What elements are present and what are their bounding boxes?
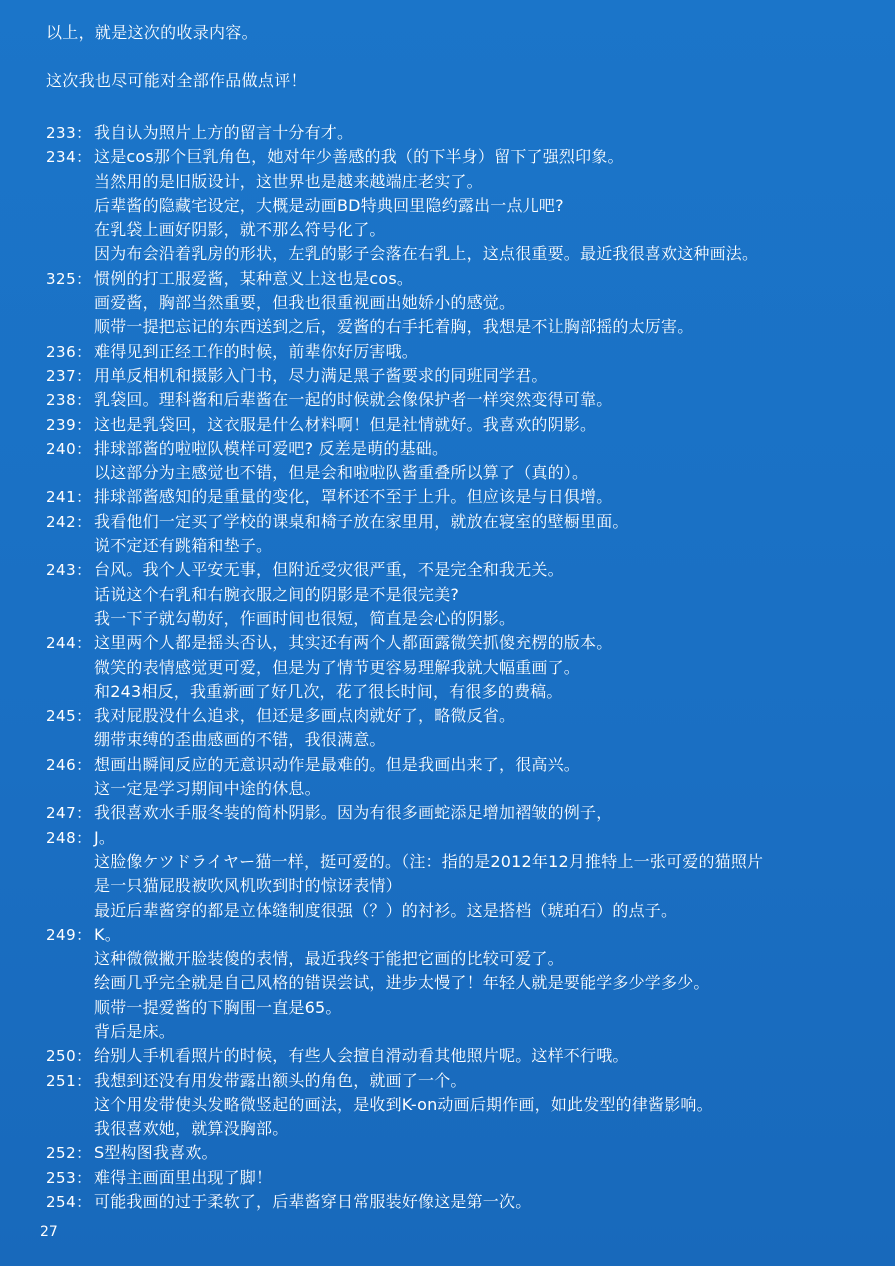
entry-text-line: 我想到还没有用发带露出额头的角色，就画了一个。 (94, 1070, 467, 1090)
entry-text (94, 1069, 886, 1142)
entry-number: 247： (46, 804, 92, 823)
entry-text (94, 388, 886, 412)
entry-number: 237： (46, 366, 92, 385)
comment-entry (46, 437, 886, 486)
entry-text (94, 340, 886, 364)
comment-list (46, 121, 886, 1214)
comment-entry (46, 1141, 886, 1165)
comment-entry (46, 801, 886, 825)
entry-text-line: 当然用的是旧版设计，这世界也是越来越端庄老实了。 (94, 171, 483, 191)
entry-text-line: 我看他们一定买了学校的课桌和椅子放在家里用，就放在寝室的壁橱里面。 (94, 511, 629, 531)
comment-entry (46, 413, 886, 437)
entry-text (94, 753, 886, 802)
comment-entry (46, 1166, 886, 1190)
comment-entry (46, 704, 886, 753)
entry-text-line: 这个用发带使头发略微竖起的画法，是收到K-on动画后期作画，如此发型的律酱影响。 (94, 1094, 713, 1114)
entry-text-line: 顺带一提爱酱的下胸围一直是65。 (94, 997, 342, 1017)
entry-number: 252： (46, 1144, 92, 1163)
entry-text-line: 绷带束缚的歪曲感画的不错，我很满意。 (94, 730, 386, 750)
entry-text (94, 437, 886, 486)
entry-text-line: 可能我画的过于柔软了，后辈酱穿日常服装好像这是第一次。 (94, 1192, 532, 1212)
entry-text-line: K。 (94, 924, 121, 944)
entry-text-line: 乳袋回。理科酱和后辈酱在一起的时候就会像保护者一样突然变得可靠。 (94, 390, 613, 410)
entry-text-line: 这脸像ケツドライヤー猫一样，挺可爱的。（注：指的是2012年12月推特上一张可爱的猫照片 (94, 851, 764, 871)
comment-entry (46, 388, 886, 412)
entry-number: 249： (46, 925, 92, 944)
entry-text-line: 微笑的表情感觉更可爱，但是为了情节更容易理解我就大幅重画了。 (94, 657, 581, 677)
entry-number: 242： (46, 512, 92, 531)
entry-number: 251： (46, 1071, 92, 1090)
entry-text-line: 背后是床。 (94, 1021, 176, 1041)
entry-text (94, 121, 886, 145)
entry-text (94, 631, 886, 704)
entry-text-line: 以这部分为主感觉也不错，但是会和啦啦队酱重叠所以算了（真的）。 (94, 463, 589, 483)
entry-text (94, 145, 886, 266)
entry-text-line: 顺带一提把忘记的东西送到之后，爱酱的右手托着胸，我想是不让胸部摇的太厉害。 (94, 317, 694, 337)
entry-text (94, 413, 886, 437)
comment-entry (46, 364, 886, 388)
entry-text (94, 826, 886, 923)
comment-entry (46, 826, 886, 923)
entry-number: 246： (46, 755, 92, 774)
entry-text (94, 1141, 886, 1165)
entry-text-line: 绘画几乎完全就是自己风格的错误尝试，进步太慢了！年轻人就是要能学多少学多少。 (94, 973, 710, 993)
comment-entry (46, 145, 886, 266)
entry-text (94, 1044, 886, 1068)
comment-entry (46, 1190, 886, 1214)
entry-text-line: 惯例的打工服爱酱，某种意义上这也是cos。 (94, 268, 414, 288)
entry-number: 240： (46, 439, 92, 458)
entry-text-line: 想画出瞬间反应的无意识动作是最难的。但是我画出来了，很高兴。 (94, 754, 581, 774)
entry-text (94, 801, 886, 825)
page-number: 27 (40, 1224, 58, 1240)
entry-text (94, 1166, 886, 1190)
comment-entry (46, 558, 886, 631)
entry-number: 241： (46, 488, 92, 507)
entry-text-line: 画爱酱，胸部当然重要，但我也很重视画出她娇小的感觉。 (94, 293, 516, 313)
entry-number: 233： (46, 124, 92, 142)
entry-text-line: S型构图我喜欢。 (94, 1143, 218, 1163)
entry-number: 248： (46, 828, 92, 847)
comment-entry (46, 631, 886, 704)
entry-text-line: 因为布会沿着乳房的形状，左乳的影子会落在右乳上，这点很重要。最近我很喜欢这种画法。 (94, 244, 759, 264)
comment-entry (46, 1069, 886, 1142)
entry-text-line: 这也是乳袋回，这衣服是什么材料啊！但是社情就好。我喜欢的阴影。 (94, 414, 597, 434)
entry-text-line: 难得见到正经工作的时候，前辈你好厉害哦。 (94, 341, 419, 361)
comment-entry (46, 267, 886, 340)
entry-text-line: J。 (94, 827, 116, 847)
entry-text-line: 难得主画面里出现了脚！ (94, 1167, 273, 1187)
entry-text-line: 和243相反，我重新画了好几次，花了很长时间，有很多的费稿。 (94, 681, 563, 701)
comment-entry (46, 121, 886, 145)
entry-number: 250： (46, 1047, 92, 1066)
entry-number: 236： (46, 342, 92, 361)
entry-text-line: 排球部酱的啦啦队模样可爱吧? 反差是萌的基础。 (94, 438, 449, 458)
entry-number: 234： (46, 148, 92, 167)
entry-text-line: 说不定还有跳箱和垫子。 (94, 536, 273, 556)
entry-text-line: 这是cos那个巨乳角色，她对年少善感的我（的下半身）留下了强烈印象。 (94, 147, 624, 167)
entry-text-line: 我很喜欢她，就算没胸部。 (94, 1119, 289, 1139)
entry-number: 253： (46, 1168, 92, 1187)
entry-text (94, 364, 886, 388)
entry-text-line: 台风。我个人平安无事，但附近受灾很严重，不是完全和我无关。 (94, 560, 564, 580)
comment-entry (46, 753, 886, 802)
entry-text (94, 704, 886, 753)
entry-text-line: 话说这个右乳和右腕衣服之间的阴影是不是很完美? (94, 584, 460, 604)
comment-entry (46, 485, 886, 509)
comment-entry (46, 923, 886, 1044)
entry-text-line: 这一定是学习期间中途的休息。 (94, 779, 321, 799)
comment-entry (46, 1044, 886, 1068)
entry-text (94, 267, 886, 340)
entry-text-line: 是一只猫屁股被吹风机吹到时的惊讶表情） (94, 876, 402, 896)
entry-text-line: 我很喜欢水手服冬装的简朴阴影。因为有很多画蛇添足增加褶皱的例子， (94, 803, 613, 823)
comment-entry (46, 340, 886, 364)
entry-text (94, 923, 886, 1044)
entry-text-line: 用单反相机和摄影入门书，尽力满足黑子酱要求的同班同学君。 (94, 365, 548, 385)
entry-text-line: 最近后辈酱穿的都是立体缝制度很强（？）的衬衫。这是搭档（琥珀石）的点子。 (94, 900, 678, 920)
entry-text-line: 这里两个人都是摇头否认，其实还有两个人都面露微笑抓傻充楞的版本。 (94, 633, 613, 653)
intro-line-2: 这次我也尽可能对全部作品做点评！ (46, 71, 307, 90)
entry-text-line: 我自认为照片上方的留言十分有才。 (94, 123, 354, 142)
entry-text-line: 我一下子就勾勒好，作画时间也很短，简直是会心的阴影。 (94, 608, 516, 628)
entry-text-line: 在乳袋上画好阴影，就不那么符号化了。 (94, 220, 386, 240)
entry-number: 244： (46, 634, 92, 653)
entry-number: 325： (46, 269, 92, 288)
entry-text (94, 485, 886, 509)
entry-text-line: 排球部酱感知的是重量的变化，罩杯还不至于上升。但应该是与日俱增。 (94, 487, 613, 507)
entry-number: 245： (46, 707, 92, 726)
entry-text (94, 558, 886, 631)
entry-text-line: 我对屁股没什么追求，但还是多画点肉就好了，略微反省。 (94, 706, 516, 726)
entry-number: 239： (46, 415, 92, 434)
entry-text-line: 给别人手机看照片的时候，有些人会擅自滑动看其他照片呢。这样不行哦。 (94, 1046, 629, 1066)
entry-text (94, 1190, 886, 1214)
entry-text-line: 后辈酱的隐藏宅设定，大概是动画BD特典回里隐约露出一点儿吧? (94, 195, 564, 215)
comment-entry (46, 510, 886, 559)
entry-number: 254： (46, 1193, 92, 1212)
entry-number: 243： (46, 561, 92, 580)
entry-text-line: 这种微微撇开脸装傻的表情，最近我终于能把它画的比较可爱了。 (94, 949, 564, 969)
entry-text (94, 510, 886, 559)
entry-number: 238： (46, 391, 92, 410)
intro-line-1: 以上，就是这次的收录内容。 (46, 23, 258, 42)
